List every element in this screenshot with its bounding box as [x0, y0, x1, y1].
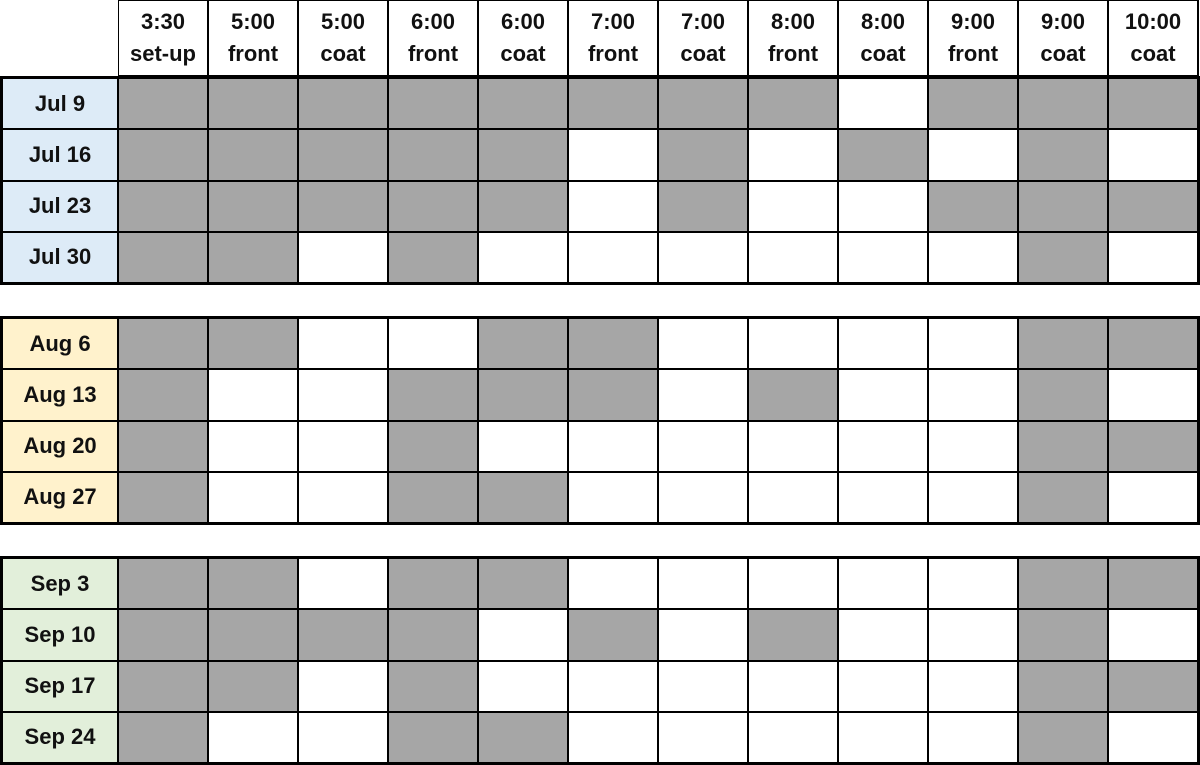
- column-role: coat: [1130, 41, 1176, 66]
- empty-cell[interactable]: [1108, 712, 1198, 763]
- column-header: [478, 0, 568, 76]
- filled-cell[interactable]: [478, 129, 568, 180]
- empty-cell[interactable]: [298, 472, 388, 523]
- empty-cell[interactable]: [208, 369, 298, 420]
- column-header: [118, 0, 208, 76]
- filled-cell[interactable]: [388, 78, 478, 129]
- filled-cell[interactable]: [748, 78, 838, 129]
- filled-cell[interactable]: [928, 181, 1018, 232]
- empty-cell[interactable]: [478, 609, 568, 660]
- empty-cell[interactable]: [838, 318, 928, 369]
- filled-cell[interactable]: [1018, 558, 1108, 609]
- empty-cell[interactable]: [748, 472, 838, 523]
- filled-cell[interactable]: [298, 181, 388, 232]
- empty-cell[interactable]: [928, 661, 1018, 712]
- empty-cell[interactable]: [568, 129, 658, 180]
- column-header: [658, 0, 748, 76]
- column-header: [298, 0, 388, 76]
- empty-cell[interactable]: [838, 712, 928, 763]
- empty-cell[interactable]: [838, 472, 928, 523]
- empty-cell[interactable]: [658, 369, 748, 420]
- filled-cell[interactable]: [1018, 609, 1108, 660]
- filled-cell[interactable]: [478, 472, 568, 523]
- column-time: 7:00: [680, 9, 726, 34]
- filled-cell[interactable]: [568, 318, 658, 369]
- filled-cell[interactable]: [1108, 661, 1198, 712]
- column-time: 8:00: [770, 9, 816, 34]
- column-role: front: [227, 41, 279, 66]
- column-role: coat: [680, 41, 726, 66]
- empty-cell[interactable]: [568, 661, 658, 712]
- filled-cell[interactable]: [388, 712, 478, 763]
- empty-cell[interactable]: [838, 78, 928, 129]
- empty-cell[interactable]: [568, 421, 658, 472]
- empty-cell[interactable]: [928, 609, 1018, 660]
- empty-cell[interactable]: [478, 232, 568, 283]
- empty-cell[interactable]: [838, 232, 928, 283]
- filled-cell[interactable]: [388, 661, 478, 712]
- filled-cell[interactable]: [1108, 318, 1198, 369]
- filled-cell[interactable]: [208, 129, 298, 180]
- row-label: Aug 27: [2, 472, 118, 523]
- filled-cell[interactable]: [1018, 318, 1108, 369]
- filled-cell[interactable]: [748, 369, 838, 420]
- filled-cell[interactable]: [1018, 712, 1108, 763]
- empty-cell[interactable]: [1108, 609, 1198, 660]
- empty-cell[interactable]: [1108, 232, 1198, 283]
- filled-cell[interactable]: [568, 78, 658, 129]
- empty-cell[interactable]: [748, 558, 838, 609]
- filled-cell[interactable]: [298, 78, 388, 129]
- column-time: 6:00: [500, 9, 546, 34]
- empty-cell[interactable]: [1108, 129, 1198, 180]
- filled-cell[interactable]: [478, 712, 568, 763]
- column-time: 7:00: [590, 9, 636, 34]
- empty-cell[interactable]: [748, 421, 838, 472]
- empty-cell[interactable]: [928, 129, 1018, 180]
- row-label: Jul 9: [2, 78, 118, 129]
- empty-cell[interactable]: [658, 318, 748, 369]
- filled-cell[interactable]: [658, 129, 748, 180]
- empty-cell[interactable]: [838, 421, 928, 472]
- filled-cell[interactable]: [1018, 78, 1108, 129]
- empty-cell[interactable]: [658, 661, 748, 712]
- empty-cell[interactable]: [298, 232, 388, 283]
- filled-cell[interactable]: [568, 609, 658, 660]
- filled-cell[interactable]: [118, 78, 208, 129]
- filled-cell[interactable]: [118, 129, 208, 180]
- column-time: 8:00: [860, 9, 906, 34]
- row-label: Sep 24: [2, 712, 118, 763]
- column-role: set-up: [130, 41, 196, 66]
- row-label: Sep 17: [2, 661, 118, 712]
- column-header: [568, 0, 658, 76]
- empty-cell[interactable]: [298, 661, 388, 712]
- empty-cell[interactable]: [658, 232, 748, 283]
- row-label: Aug 20: [2, 421, 118, 472]
- filled-cell[interactable]: [208, 558, 298, 609]
- filled-cell[interactable]: [658, 78, 748, 129]
- column-role: coat: [1040, 41, 1086, 66]
- empty-cell[interactable]: [748, 129, 838, 180]
- empty-cell[interactable]: [298, 369, 388, 420]
- row-label: Aug 6: [2, 318, 118, 369]
- filled-cell[interactable]: [748, 609, 838, 660]
- filled-cell[interactable]: [1018, 129, 1108, 180]
- empty-cell[interactable]: [298, 421, 388, 472]
- empty-cell[interactable]: [658, 609, 748, 660]
- empty-cell[interactable]: [1108, 369, 1198, 420]
- row-label: Jul 30: [2, 232, 118, 283]
- empty-cell[interactable]: [838, 661, 928, 712]
- filled-cell[interactable]: [928, 78, 1018, 129]
- empty-cell[interactable]: [928, 472, 1018, 523]
- filled-cell[interactable]: [388, 472, 478, 523]
- empty-cell[interactable]: [208, 472, 298, 523]
- column-header: [208, 0, 298, 76]
- column-time: 9:00: [1040, 9, 1086, 34]
- filled-cell[interactable]: [1018, 232, 1108, 283]
- filled-cell[interactable]: [208, 661, 298, 712]
- filled-cell[interactable]: [478, 318, 568, 369]
- column-header: [838, 0, 928, 76]
- filled-cell[interactable]: [388, 421, 478, 472]
- empty-cell[interactable]: [838, 558, 928, 609]
- column-time: 5:00: [230, 9, 276, 34]
- filled-cell[interactable]: [478, 369, 568, 420]
- filled-cell[interactable]: [298, 609, 388, 660]
- filled-cell[interactable]: [208, 318, 298, 369]
- empty-cell[interactable]: [208, 421, 298, 472]
- empty-cell[interactable]: [748, 232, 838, 283]
- column-header: [928, 0, 1018, 76]
- filled-cell[interactable]: [478, 181, 568, 232]
- filled-cell[interactable]: [1108, 558, 1198, 609]
- column-role: coat: [320, 41, 366, 66]
- column-role: front: [767, 41, 819, 66]
- filled-cell[interactable]: [1018, 181, 1108, 232]
- filled-cell[interactable]: [118, 318, 208, 369]
- empty-cell[interactable]: [388, 318, 478, 369]
- column-role: front: [947, 41, 999, 66]
- empty-cell[interactable]: [838, 609, 928, 660]
- row-label: Jul 16: [2, 129, 118, 180]
- filled-cell[interactable]: [118, 609, 208, 660]
- empty-cell[interactable]: [658, 421, 748, 472]
- filled-cell[interactable]: [388, 609, 478, 660]
- filled-cell[interactable]: [208, 181, 298, 232]
- empty-cell[interactable]: [928, 558, 1018, 609]
- filled-cell[interactable]: [118, 472, 208, 523]
- column-time: 10:00: [1124, 9, 1182, 34]
- filled-cell[interactable]: [118, 369, 208, 420]
- column-time: 9:00: [950, 9, 996, 34]
- filled-cell[interactable]: [388, 129, 478, 180]
- filled-cell[interactable]: [568, 369, 658, 420]
- empty-cell[interactable]: [928, 421, 1018, 472]
- filled-cell[interactable]: [1018, 661, 1108, 712]
- row-label: Aug 13: [2, 369, 118, 420]
- filled-cell[interactable]: [118, 181, 208, 232]
- empty-cell[interactable]: [928, 369, 1018, 420]
- filled-cell[interactable]: [838, 129, 928, 180]
- filled-cell[interactable]: [478, 78, 568, 129]
- empty-cell[interactable]: [928, 232, 1018, 283]
- empty-cell[interactable]: [928, 318, 1018, 369]
- empty-cell[interactable]: [568, 472, 658, 523]
- row-label: Jul 23: [2, 181, 118, 232]
- filled-cell[interactable]: [118, 661, 208, 712]
- filled-cell[interactable]: [118, 712, 208, 763]
- empty-cell[interactable]: [568, 558, 658, 609]
- empty-cell[interactable]: [658, 712, 748, 763]
- filled-cell[interactable]: [208, 78, 298, 129]
- column-time: 3:30: [140, 9, 186, 34]
- column-role: front: [587, 41, 639, 66]
- filled-cell[interactable]: [478, 558, 568, 609]
- column-role: coat: [500, 41, 546, 66]
- column-header: [748, 0, 838, 76]
- filled-cell[interactable]: [388, 232, 478, 283]
- empty-cell[interactable]: [748, 712, 838, 763]
- empty-cell[interactable]: [568, 712, 658, 763]
- column-role: front: [407, 41, 459, 66]
- filled-cell[interactable]: [388, 369, 478, 420]
- empty-cell[interactable]: [658, 558, 748, 609]
- empty-cell[interactable]: [298, 712, 388, 763]
- empty-cell[interactable]: [298, 558, 388, 609]
- filled-cell[interactable]: [388, 181, 478, 232]
- filled-cell[interactable]: [1108, 421, 1198, 472]
- empty-cell[interactable]: [298, 318, 388, 369]
- filled-cell[interactable]: [1018, 421, 1108, 472]
- filled-cell[interactable]: [298, 129, 388, 180]
- row-label: Sep 3: [2, 558, 118, 609]
- empty-cell[interactable]: [748, 181, 838, 232]
- empty-cell[interactable]: [478, 421, 568, 472]
- empty-cell[interactable]: [928, 712, 1018, 763]
- column-header: [1108, 0, 1198, 76]
- empty-cell[interactable]: [748, 661, 838, 712]
- filled-cell[interactable]: [208, 232, 298, 283]
- empty-cell[interactable]: [568, 181, 658, 232]
- empty-cell[interactable]: [838, 181, 928, 232]
- empty-cell[interactable]: [838, 369, 928, 420]
- filled-cell[interactable]: [658, 181, 748, 232]
- empty-cell[interactable]: [1108, 472, 1198, 523]
- empty-cell[interactable]: [568, 232, 658, 283]
- filled-cell[interactable]: [118, 232, 208, 283]
- empty-cell[interactable]: [748, 318, 838, 369]
- filled-cell[interactable]: [208, 609, 298, 660]
- filled-cell[interactable]: [118, 421, 208, 472]
- column-time: 5:00: [320, 9, 366, 34]
- empty-cell[interactable]: [658, 472, 748, 523]
- column-role: coat: [860, 41, 906, 66]
- empty-cell[interactable]: [208, 712, 298, 763]
- filled-cell[interactable]: [1018, 369, 1108, 420]
- column-time: 6:00: [410, 9, 456, 34]
- filled-cell[interactable]: [388, 558, 478, 609]
- empty-cell[interactable]: [478, 661, 568, 712]
- column-header: [388, 0, 478, 76]
- filled-cell[interactable]: [1018, 472, 1108, 523]
- filled-cell[interactable]: [118, 558, 208, 609]
- row-label: Sep 10: [2, 609, 118, 660]
- filled-cell[interactable]: [1108, 181, 1198, 232]
- filled-cell[interactable]: [1108, 78, 1198, 129]
- column-header: [1018, 0, 1108, 76]
